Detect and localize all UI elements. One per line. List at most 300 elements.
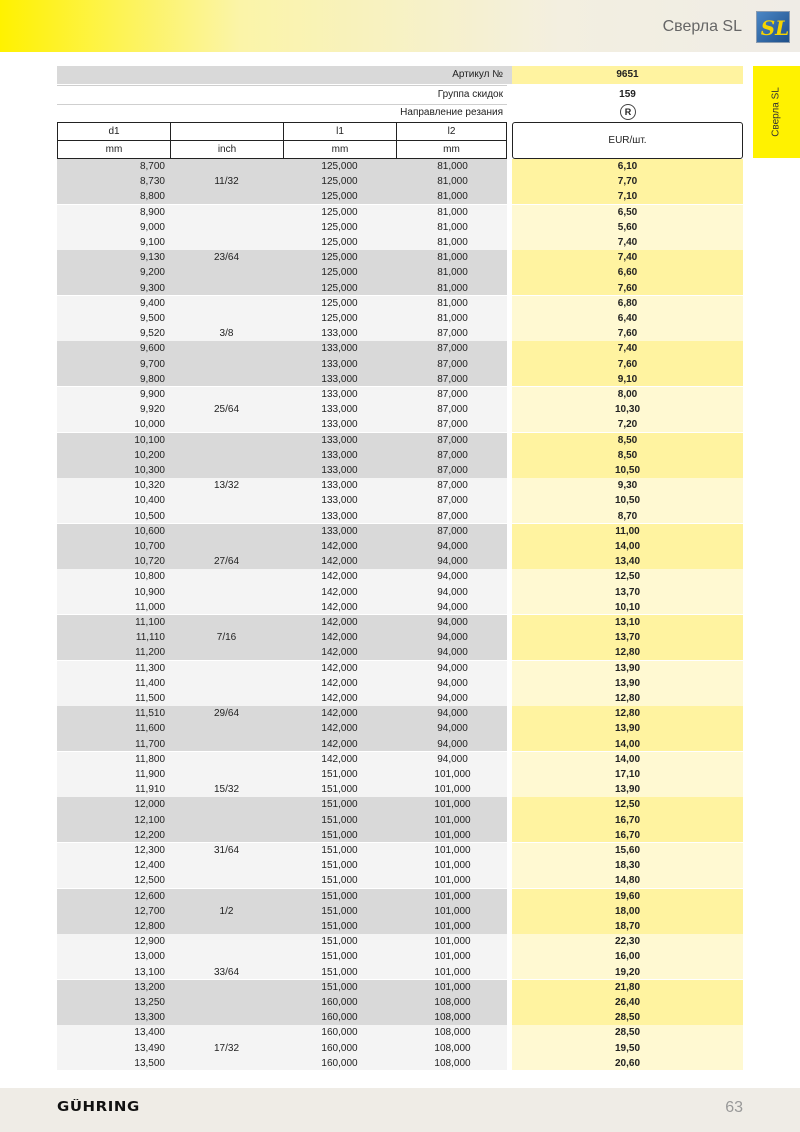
cell-price: 7,60: [617, 358, 638, 370]
cell-price: 8,00: [617, 389, 638, 400]
cell-l2: 101,000: [434, 875, 471, 887]
cell-d1: 9,700: [139, 358, 165, 370]
cell-l1: 151,000: [321, 875, 358, 887]
table-row: [57, 645, 743, 660]
cell-price: 13,90: [614, 723, 641, 735]
cell-d1: 13,490: [134, 1042, 165, 1054]
cell-price: 7,40: [617, 237, 638, 248]
cell-l2: 101,000: [434, 845, 471, 856]
cell-d1: 11,600: [135, 723, 165, 735]
table-row: [57, 767, 743, 782]
cell-inch: 3/8: [219, 328, 234, 340]
cell-price: 10,30: [614, 404, 641, 416]
table-row: [57, 311, 743, 326]
cell-d1: 10,600: [134, 525, 165, 537]
cell-l1: 133,000: [321, 389, 358, 400]
cell-l1: 142,000: [321, 723, 358, 735]
page-number: 63: [725, 1099, 743, 1116]
col-header-d1: d1: [57, 122, 171, 141]
cell-d1: 10,100: [134, 434, 165, 446]
cell-l1: 125,000: [321, 221, 358, 233]
table-row: [57, 357, 743, 372]
cell-inch: 33/64: [213, 966, 240, 978]
cell-l1: 142,000: [321, 617, 358, 628]
table-row: [57, 585, 743, 600]
cell-l1: 133,000: [321, 434, 358, 446]
cell-inch: 29/64: [213, 708, 240, 720]
cell-l2: 101,000: [434, 966, 471, 978]
cell-d1: 12,300: [134, 845, 165, 856]
cell-l2: 94,000: [437, 647, 468, 659]
cell-l2: 81,000: [437, 191, 468, 203]
cell-l2: 87,000: [437, 404, 468, 416]
meta-label: Группа скидок: [437, 89, 503, 100]
table-row: [57, 1041, 743, 1056]
cell-d1: 12,700: [134, 905, 165, 917]
cell-l2: 101,000: [434, 981, 471, 993]
cell-price: 10,50: [614, 495, 641, 507]
table-row: [57, 509, 743, 524]
table-row: [57, 873, 743, 888]
cell-l1: 133,000: [321, 525, 358, 537]
table-row: [57, 387, 743, 402]
cell-l2: 81,000: [437, 206, 468, 218]
table-row: [57, 1010, 743, 1025]
sl-logo-icon: [756, 11, 790, 43]
meta-label: Направление резания: [400, 107, 503, 118]
cell-l1: 151,000: [321, 951, 358, 963]
cell-l2: 87,000: [437, 465, 468, 476]
cell-d1: 8,700: [139, 161, 165, 172]
cell-l2: 108,000: [434, 997, 471, 1008]
cell-l1: 151,000: [321, 784, 358, 796]
cell-l1: 125,000: [321, 176, 358, 188]
cell-l2: 94,000: [437, 708, 468, 720]
cell-price: 21,80: [614, 981, 641, 993]
cell-l2: 87,000: [437, 389, 468, 400]
cell-price: 14,80: [614, 875, 641, 887]
cell-l1: 160,000: [321, 1012, 358, 1024]
cell-d1: 9,300: [139, 282, 165, 294]
table-row: [57, 159, 743, 174]
cell-d1: 9,100: [139, 237, 165, 248]
cell-l1: 151,000: [321, 966, 358, 978]
cell-l1: 142,000: [321, 601, 358, 613]
cell-l1: 151,000: [321, 936, 358, 948]
cell-price: 22,30: [614, 936, 641, 948]
table-row: [57, 600, 743, 615]
table-row: [57, 965, 743, 980]
cell-price: 10,10: [614, 601, 641, 613]
table-row: [57, 797, 743, 812]
table-row: [57, 1056, 743, 1071]
cell-l1: 142,000: [321, 708, 358, 720]
table-row: [57, 828, 743, 843]
cell-l1: 125,000: [321, 191, 358, 203]
cell-d1: 8,730: [139, 176, 165, 188]
cell-l1: 142,000: [321, 632, 358, 644]
cell-l2: 101,000: [434, 814, 471, 826]
table-row: [57, 265, 743, 280]
cell-price: 9,30: [617, 480, 638, 492]
cell-l1: 133,000: [321, 419, 358, 431]
cell-l1: 142,000: [321, 647, 358, 659]
cell-d1: 13,400: [134, 1027, 165, 1039]
cell-l2: 101,000: [434, 829, 471, 841]
table-row: [57, 934, 743, 949]
cell-price: 26,40: [614, 997, 641, 1008]
table-row: [57, 904, 743, 919]
side-tab[interactable]: [753, 66, 800, 158]
cell-price: 13,70: [614, 632, 641, 644]
cell-price: 17,10: [614, 769, 641, 780]
cell-price: 19,50: [614, 1042, 641, 1054]
cell-price: 18,70: [614, 921, 641, 932]
table-row: [57, 1025, 743, 1040]
table-row: [57, 813, 743, 828]
cell-l2: 94,000: [437, 632, 468, 644]
cell-l1: 151,000: [321, 890, 358, 902]
cell-l2: 81,000: [437, 161, 468, 172]
cell-inch: 27/64: [213, 556, 240, 568]
table-row: [57, 478, 743, 493]
cell-d1: 11,510: [135, 708, 165, 720]
cell-price: 20,60: [614, 1057, 641, 1069]
cell-price: 14,00: [614, 753, 641, 765]
cell-l2: 87,000: [437, 480, 468, 492]
cell-price: 16,00: [614, 951, 641, 963]
cell-d1: 9,600: [139, 343, 165, 355]
cell-d1: 10,300: [134, 465, 165, 476]
cell-l1: 125,000: [321, 313, 358, 324]
meta-value: 159: [619, 89, 636, 100]
cell-price: 12,80: [614, 647, 641, 659]
table-row: [57, 995, 743, 1010]
cell-price: 8,50: [617, 449, 638, 461]
cell-d1: 9,800: [139, 373, 165, 385]
cell-l1: 133,000: [321, 480, 358, 492]
meta-row-discount-group: [57, 86, 743, 104]
cell-l1: 133,000: [321, 449, 358, 461]
cell-price: 9,10: [617, 373, 638, 385]
cell-l1: 151,000: [321, 769, 358, 780]
cell-inch: 1/2: [219, 905, 234, 917]
cell-l1: 133,000: [321, 343, 358, 355]
cell-price: 11,00: [615, 525, 640, 537]
cell-l1: 151,000: [321, 814, 358, 826]
cell-price: 12,50: [614, 799, 641, 811]
cell-d1: 10,320: [134, 480, 165, 492]
table-row: [57, 448, 743, 463]
cell-l2: 87,000: [437, 495, 468, 507]
cell-d1: 9,200: [139, 267, 165, 279]
table-row: [57, 676, 743, 691]
cell-l1: 160,000: [321, 1042, 358, 1054]
cell-l2: 87,000: [437, 510, 468, 522]
cell-price: 28,50: [614, 1012, 641, 1024]
cell-l1: 151,000: [321, 905, 358, 917]
cell-l1: 142,000: [321, 571, 358, 583]
cell-price: 19,20: [614, 966, 641, 978]
cell-d1: 12,200: [134, 829, 165, 841]
cell-inch: 15/32: [213, 784, 240, 796]
cell-d1: 9,000: [139, 221, 165, 233]
cell-d1: 13,200: [134, 981, 165, 993]
cell-l1: 142,000: [321, 662, 358, 674]
cell-l2: 81,000: [437, 252, 468, 264]
brand-logo: GÜHRING: [57, 1100, 140, 1115]
cell-price: 7,40: [617, 252, 638, 264]
table-row: [57, 539, 743, 554]
cell-price: 5,60: [617, 221, 638, 233]
cell-l1: 151,000: [321, 981, 358, 993]
cell-d1: 12,500: [134, 875, 165, 887]
cell-l1: 151,000: [321, 799, 358, 811]
cell-l1: 142,000: [321, 541, 358, 552]
cell-price: 6,60: [617, 267, 638, 279]
cell-l1: 160,000: [321, 997, 358, 1008]
table-row: [57, 281, 743, 296]
table-row: [57, 980, 743, 995]
page-title: Сверла SL: [662, 18, 742, 35]
cell-l2: 108,000: [434, 1042, 471, 1054]
meta-value: 9651: [616, 69, 639, 80]
cell-l1: 142,000: [321, 677, 358, 689]
cell-l2: 94,000: [437, 601, 468, 613]
col-header-inch: [170, 122, 284, 141]
cell-d1: 9,400: [139, 297, 165, 309]
cell-l1: 133,000: [321, 358, 358, 370]
cell-l2: 101,000: [434, 890, 471, 902]
cell-inch: 11/32: [214, 176, 239, 188]
cell-price: 19,60: [614, 890, 641, 902]
col-unit-inch: inch: [170, 140, 284, 159]
cell-l2: 94,000: [437, 738, 468, 750]
table-row: [57, 661, 743, 676]
cell-d1: 11,700: [135, 738, 165, 750]
cell-d1: 13,250: [134, 997, 165, 1008]
table-row: [57, 372, 743, 387]
cell-l2: 81,000: [437, 313, 468, 324]
cell-price: 28,50: [614, 1027, 641, 1039]
cell-l2: 101,000: [434, 921, 471, 932]
cell-d1: 12,100: [134, 814, 165, 826]
cell-l1: 125,000: [321, 161, 358, 172]
cell-l1: 133,000: [321, 495, 358, 507]
cell-l1: 142,000: [321, 693, 358, 704]
table-row: [57, 630, 743, 645]
cell-d1: 11,910: [135, 784, 165, 796]
cell-d1: 12,600: [134, 890, 165, 902]
cell-d1: 9,500: [139, 313, 165, 324]
cell-d1: 11,000: [135, 601, 165, 613]
table-row: [57, 296, 743, 311]
cell-d1: 11,500: [135, 693, 165, 704]
cell-l2: 87,000: [437, 343, 468, 355]
cell-price: 18,30: [614, 860, 641, 872]
table-row: [57, 858, 743, 873]
cell-price: 15,60: [614, 845, 641, 856]
table-row: [57, 235, 743, 250]
cell-l1: 125,000: [321, 297, 358, 309]
table-row: [57, 782, 743, 797]
table-row: [57, 402, 743, 417]
cell-l1: 160,000: [321, 1027, 358, 1039]
cell-l2: 101,000: [434, 860, 471, 872]
cell-d1: 8,900: [139, 206, 165, 218]
cell-price: 14,00: [614, 541, 641, 552]
table-row: [57, 341, 743, 356]
table-row: [57, 721, 743, 736]
cell-inch: 17/32: [213, 1042, 240, 1054]
table-row: [57, 463, 743, 478]
cell-price: 7,60: [617, 328, 638, 340]
cell-d1: 13,300: [134, 1012, 165, 1024]
col-unit-l2: mm: [396, 140, 507, 159]
meta-label: Артикул №: [452, 69, 503, 80]
cell-l2: 94,000: [437, 571, 468, 583]
table-row: [57, 843, 743, 858]
table-row: [57, 174, 743, 189]
table-row: [57, 493, 743, 508]
table-row: [57, 189, 743, 204]
cell-price: 16,70: [614, 829, 641, 841]
table-row: [57, 433, 743, 448]
cell-l2: 94,000: [437, 662, 468, 674]
cell-l2: 81,000: [437, 237, 468, 248]
cell-d1: 10,800: [134, 571, 165, 583]
cell-l2: 94,000: [437, 617, 468, 628]
cell-l1: 133,000: [321, 373, 358, 385]
cell-price: 6,40: [617, 313, 638, 324]
cell-inch: 7/16: [216, 632, 237, 644]
cell-d1: 10,500: [134, 510, 165, 522]
cell-l2: 94,000: [437, 586, 468, 598]
cell-l2: 87,000: [437, 419, 468, 431]
cell-d1: 10,700: [134, 541, 165, 552]
cell-price: 7,40: [617, 343, 638, 355]
cell-price: 13,90: [614, 662, 641, 674]
cell-l2: 81,000: [437, 282, 468, 294]
table-row: [57, 326, 743, 341]
cell-l2: 101,000: [434, 951, 471, 963]
logo-text: SL: [760, 16, 790, 40]
cell-l2: 87,000: [437, 328, 468, 340]
cell-price: 13,10: [614, 617, 641, 628]
cell-l1: 125,000: [321, 252, 358, 264]
cell-l2: 108,000: [434, 1012, 471, 1024]
cell-price: 7,70: [617, 176, 638, 188]
cell-l1: 151,000: [321, 921, 358, 932]
cell-price: 6,50: [617, 206, 638, 218]
cell-d1: 9,920: [139, 404, 165, 416]
cell-price: 13,70: [614, 586, 641, 598]
side-tab-label: Сверла SL: [770, 87, 782, 137]
cell-d1: 8,800: [139, 191, 165, 203]
cell-price: 13,40: [614, 556, 641, 568]
cell-d1: 9,900: [139, 389, 165, 400]
cell-inch: 13/32: [213, 480, 240, 492]
table-row: [57, 691, 743, 706]
cell-l2: 101,000: [434, 799, 471, 811]
cell-d1: 11,110: [135, 632, 165, 644]
cell-l1: 151,000: [321, 829, 358, 841]
table-row: [57, 919, 743, 934]
cell-l2: 87,000: [437, 449, 468, 461]
table-row: [57, 250, 743, 265]
cell-price: 7,60: [617, 282, 638, 294]
cell-l2: 81,000: [437, 297, 468, 309]
table-row: [57, 706, 743, 721]
cell-d1: 9,520: [139, 328, 165, 340]
cell-l2: 101,000: [434, 936, 471, 948]
cell-price: 6,10: [617, 161, 638, 172]
cell-l1: 133,000: [321, 404, 358, 416]
cell-l2: 94,000: [437, 556, 468, 568]
cell-l2: 87,000: [437, 525, 468, 537]
cell-d1: 12,900: [134, 936, 165, 948]
cell-d1: 12,800: [134, 921, 165, 932]
cell-l1: 133,000: [321, 510, 358, 522]
cell-l1: 125,000: [321, 267, 358, 279]
cell-l2: 94,000: [437, 677, 468, 689]
cell-l2: 87,000: [437, 434, 468, 446]
table-row: [57, 949, 743, 964]
cell-l2: 81,000: [437, 176, 468, 188]
cell-l1: 142,000: [321, 738, 358, 750]
right-hand-cut-icon: R: [620, 104, 636, 120]
cell-l1: 133,000: [321, 328, 358, 340]
cell-l1: 125,000: [321, 282, 358, 294]
cell-l1: 142,000: [321, 556, 358, 568]
cell-d1: 11,200: [135, 647, 165, 659]
table-row: [57, 737, 743, 752]
table-row: [57, 524, 743, 539]
cell-l2: 94,000: [437, 723, 468, 735]
table-row: [57, 417, 743, 432]
cell-price: 13,90: [614, 784, 641, 796]
cell-d1: 12,400: [134, 860, 165, 872]
cell-price: 8,70: [617, 510, 638, 522]
col-header-l2: l2: [396, 122, 507, 141]
table-row: [57, 569, 743, 584]
cell-l1: 142,000: [321, 586, 358, 598]
cell-l1: 160,000: [321, 1057, 358, 1069]
col-unit-l1: mm: [283, 140, 397, 159]
cell-d1: 11,100: [135, 617, 165, 628]
table-row: [57, 220, 743, 235]
cell-price: 18,00: [614, 905, 641, 917]
table-row: [57, 752, 743, 767]
cell-price: 10,50: [614, 465, 641, 476]
cell-l1: 133,000: [321, 465, 358, 476]
cell-l1: 125,000: [321, 206, 358, 218]
cell-d1: 11,300: [135, 662, 165, 674]
cell-l2: 87,000: [437, 358, 468, 370]
cell-d1: 13,100: [134, 966, 165, 978]
cell-price: 14,00: [614, 738, 641, 750]
cell-d1: 10,200: [134, 449, 165, 461]
cell-price: 6,80: [617, 297, 638, 309]
cell-d1: 12,000: [134, 799, 165, 811]
table-row: [57, 615, 743, 630]
cell-inch: 25/64: [213, 404, 240, 416]
cell-d1: 11,400: [135, 677, 165, 689]
cell-inch: 23/64: [213, 252, 240, 264]
cell-l2: 101,000: [434, 905, 471, 917]
cell-l1: 142,000: [321, 753, 358, 765]
cell-d1: 11,800: [135, 753, 165, 765]
